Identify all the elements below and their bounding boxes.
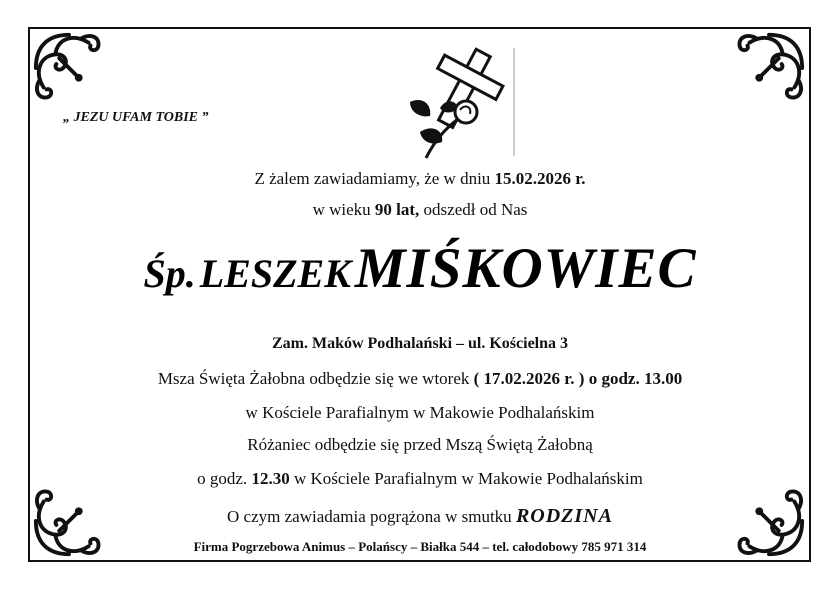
closing-line — [0, 505, 840, 528]
corner-ornament-top-left — [30, 29, 108, 107]
motto: „ JEZU UFAM TOBIE ” — [63, 110, 209, 125]
rosary-place: w Kościele Parafialnym w Makowie Podhalańskim — [293, 469, 643, 488]
rosary-info: Różaniec odbędzie się przed Mszą Świętą Żałobną — [247, 435, 593, 454]
corner-ornament-top-right — [730, 29, 808, 107]
funeral-home-footer: Firma Pogrzebowa Animus – Polańscy – Białka 544 – tel. całodobowy 785 971 314 — [193, 539, 647, 554]
mass-place: w Kościele Parafialnym w Makowie Podhalańskim — [245, 403, 595, 422]
rosary-time-prefix: o godz. — [197, 469, 248, 488]
announcement-line-1 — [0, 169, 840, 189]
age-suffix: odszedł od Nas — [423, 200, 528, 219]
mass-time: 13.00 — [643, 369, 683, 388]
address: Zam. Maków Podhalański – ul. Kościelna 3 — [271, 335, 569, 352]
deceased-name — [0, 236, 840, 301]
rosary-time-place — [0, 469, 840, 489]
age-prefix: w wieku — [312, 200, 371, 219]
cross-with-rose-icon — [396, 38, 520, 162]
first-name: LESZEK — [199, 251, 351, 296]
mass-text: Msza Święta Żałobna odbędzie się we wtorek — [157, 369, 470, 388]
flourish-icon — [30, 29, 108, 107]
date-of-death: 15.02.2026 r. — [494, 169, 586, 188]
name-prefix: Śp. — [143, 251, 196, 296]
family-signature: RODZINA — [515, 505, 613, 527]
mass-time-prefix: o godz. — [588, 369, 640, 388]
announcement-line-2 — [0, 200, 840, 220]
rosary-time: 12.30 — [251, 469, 290, 488]
mass-info — [0, 369, 840, 389]
age: 90 lat, — [374, 200, 420, 219]
flourish-icon — [730, 29, 808, 107]
mass-date: ( 17.02.2026 r. ) — [473, 369, 585, 388]
last-name: MIŚKOWIEC — [354, 237, 697, 300]
announcement-text: Z żalem zawiadamiamy, że w dniu — [254, 169, 491, 188]
closing-text: O czym zawiadamia pogrążona w smutku — [227, 507, 512, 526]
